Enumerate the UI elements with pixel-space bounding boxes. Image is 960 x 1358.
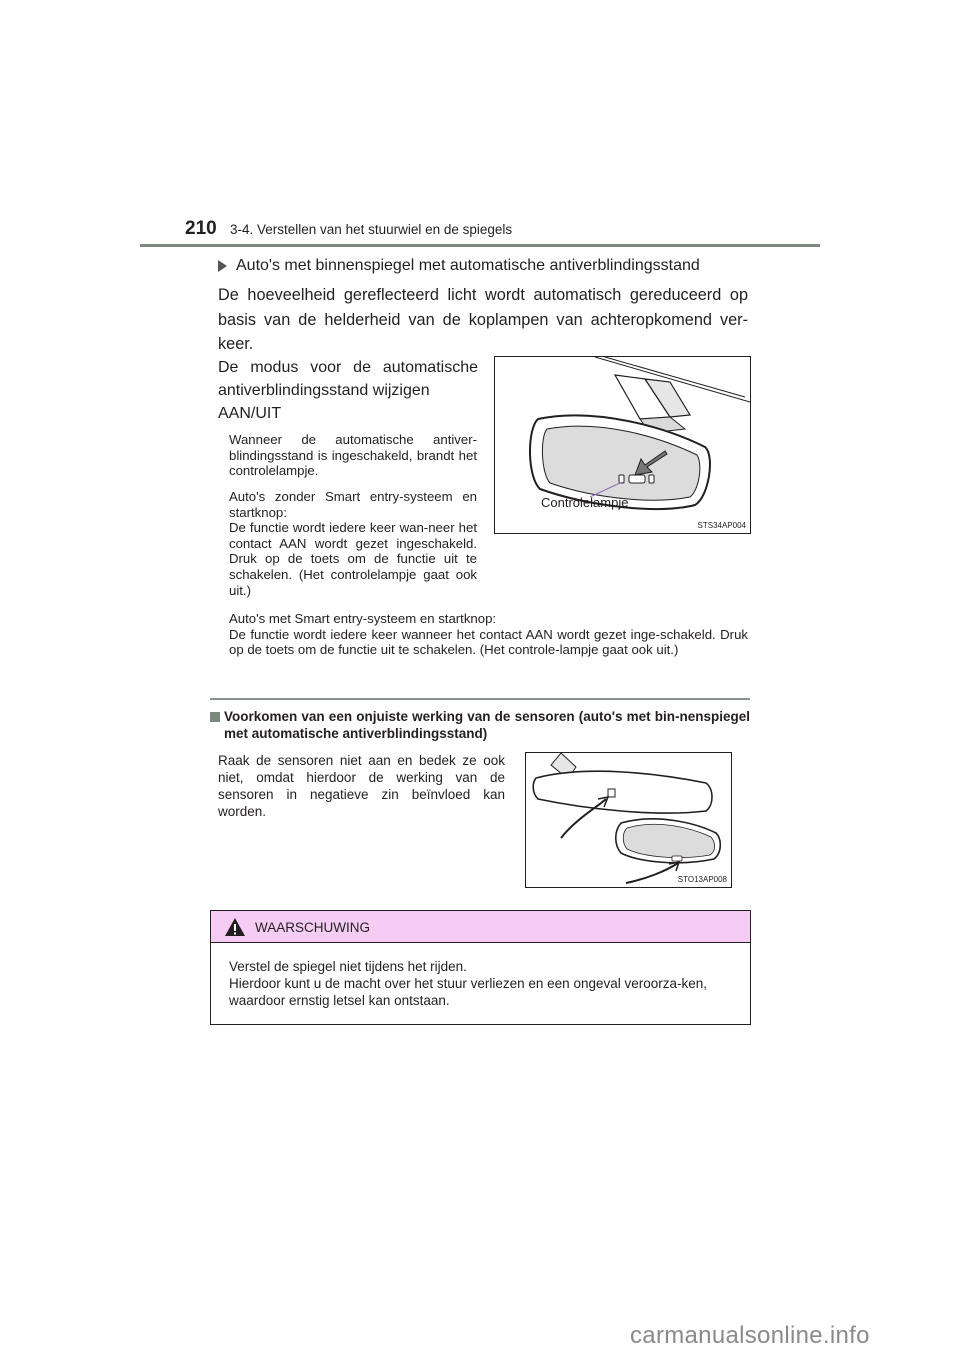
section-title: 3-4. Verstellen van het stuurwiel en de spiegels bbox=[230, 222, 513, 237]
warning-line-2: Hierdoor kunt u de macht over het stuur verliezen en een ongeval veroorza-ken, waardoor ernstig letsel kan ontstaan. bbox=[229, 976, 708, 1008]
smart-entry-body: De functie wordt iedere keer wanneer het contact AAN wordt gezet inge-schakeld. Druk op de toets om de functie uit te schakelen. (Het controle-lampje gaat ook uit.) bbox=[229, 626, 748, 658]
figure-code: STO13AP008 bbox=[677, 875, 727, 884]
smart-entry-note bbox=[229, 611, 748, 658]
warning-title: WAARSCHUWING bbox=[255, 920, 370, 935]
sensor-heading: Voorkomen van een onjuiste werking van de sensoren (auto's met bin-nenspiegel met automatische antiverblindingsstand) bbox=[224, 709, 750, 741]
watermark: carmanualsonline.info bbox=[630, 1322, 870, 1349]
model-bullet bbox=[218, 257, 700, 275]
warning-box bbox=[210, 910, 751, 1025]
smart-entry-title: Auto's met Smart entry-systeem en startknop: bbox=[229, 611, 497, 626]
sensor-illustration bbox=[526, 753, 731, 887]
warning-header bbox=[211, 911, 750, 943]
header-divider bbox=[140, 244, 820, 247]
warning-body bbox=[229, 958, 745, 1009]
indicator-note: Wanneer de automatische antiver-blindingsstand is ingeschakeld, brandt het controlelampje. bbox=[229, 432, 477, 479]
no-smart-entry-title: Auto's zonder Smart entry-systeem en startknop: bbox=[229, 489, 477, 520]
mode-state: AAN/UIT bbox=[218, 405, 282, 422]
triangle-bullet-icon bbox=[218, 260, 227, 272]
mirror-figure bbox=[494, 356, 751, 534]
no-smart-entry-body: De functie wordt iedere keer wan-neer het contact AAN wordt gezet ingeschakeld. Druk op de toets om de functie uit te schakelen. (Het controlelampje gaat ook uit.) bbox=[229, 520, 477, 598]
square-bullet-icon bbox=[210, 712, 220, 722]
figure-code: STS34AP004 bbox=[697, 521, 746, 530]
model-bullet-text: Auto's met binnenspiegel met automatische antiverblindingsstand bbox=[236, 257, 700, 274]
section-divider bbox=[210, 698, 750, 700]
page-number: 210 bbox=[185, 218, 217, 239]
sensor-figure bbox=[525, 752, 732, 888]
indicator-callout: Controlelampje bbox=[541, 495, 629, 510]
sensor-paragraph: Raak de sensoren niet aan en bedek ze ook niet, omdat hierdoor de werking van de sensoren in negatieve zin beïnvloed kan worden. bbox=[218, 753, 505, 819]
warning-triangle-icon bbox=[224, 917, 246, 937]
mode-paragraph: De modus voor de automatische antiverblindingsstand wijzigen bbox=[218, 359, 478, 399]
no-smart-entry-note bbox=[229, 489, 477, 598]
warning-line-1: Verstel de spiegel niet tijdens het rijden. bbox=[229, 959, 467, 974]
intro-paragraph: De hoeveelheid gereflecteerd licht wordt automatisch gereduceerd op basis van de helderheid van de koplampen van achteropkomend ver-keer. bbox=[218, 286, 748, 353]
